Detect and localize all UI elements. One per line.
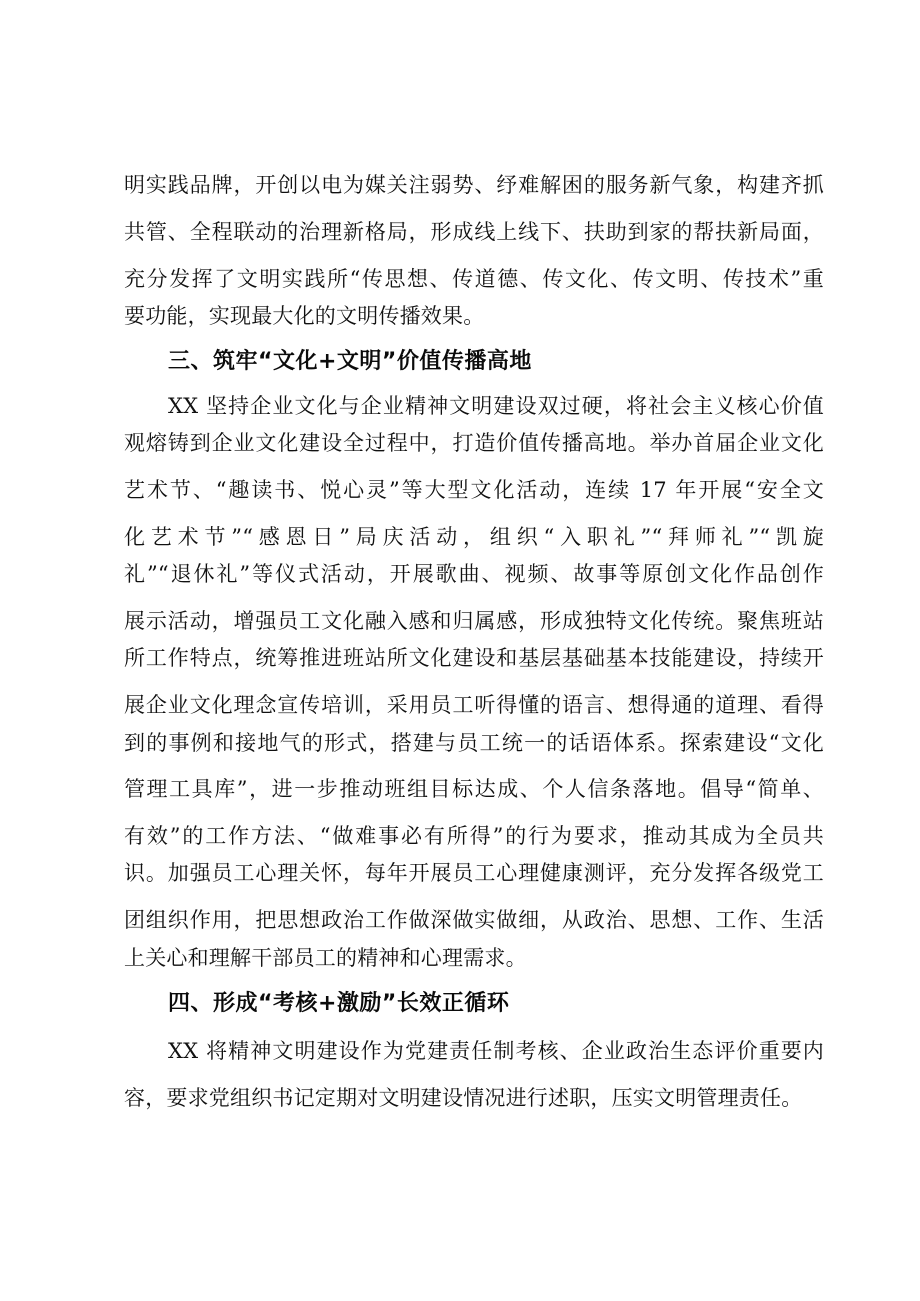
paragraph-line: 明实践品牌，开创以电为媒关注弱势、纾难解困的服务新气象，构建齐抓	[124, 173, 824, 197]
paragraph-line: 要功能，实现最大化的文明传播效果。	[124, 304, 485, 328]
paragraph-line: 化艺术节”“感恩日”局庆活动，组织“入职礼”“拜师礼”“凯旋	[124, 525, 824, 549]
section-heading-4: 四、形成“考核+激励”长效正循环	[168, 991, 510, 1016]
paragraph-line: 容，要求党组织书记定期对文明建设情况进行述职，压实文明管理责任。	[124, 1086, 803, 1110]
paragraph-line: 展示活动，增强员工文化融入感和归属感，形成独特文化传统。聚焦班站	[124, 609, 824, 633]
paragraph-line: 充分发挥了文明实践所“传思想、传道德、传文化、传文明、传技术”重	[124, 267, 824, 291]
paragraph-line: 所工作特点，统筹推进班站所文化建设和基层基础基本技能建设，持续开	[124, 646, 824, 670]
paragraph-line: 识。加强员工心理关怀，每年开展员工心理健康测评，充分发挥各级党工	[124, 861, 824, 885]
section-heading-3: 三、筑牢“文化+文明”价值传播高地	[168, 349, 532, 374]
paragraph-line: 有效”的工作方法、“做难事必有所得”的行为要求，推动其成为全员共	[124, 824, 824, 848]
paragraph-line: 上关心和理解干部员工的精神和心理需求。	[124, 946, 527, 970]
paragraph-line: 展企业文化理念宣传培训，采用员工听得懂的语言、想得通的道理、看得	[124, 693, 824, 717]
paragraph-line: 礼”“退休礼”等仪式活动，开展歌曲、视频、故事等原创文化作品创作	[124, 562, 824, 586]
paragraph-line: 艺术节、“趣读书、悦心灵”等大型文化活动，连续 17 年开展“安全文	[124, 478, 824, 502]
paragraph-line: XX 坚持企业文化与企业精神文明建设双过硬，将社会主义核心价值	[168, 394, 824, 418]
paragraph-line: XX 将精神文明建设作为党建责任制考核、企业政治生态评价重要内	[168, 1039, 824, 1063]
paragraph-line: 管理工具库”，进一步推动班组目标达成、个人信条落地。倡导“简单、	[124, 777, 824, 801]
paragraph-line: 团组织作用，把思想政治工作做深做实做细，从政治、思想、工作、生活	[124, 908, 824, 932]
paragraph-line: 到的事例和接地气的形式，搭建与员工统一的话语体系。探索建设“文化	[124, 731, 824, 755]
paragraph-line: 共管、全程联动的治理新格局，形成线上线下、扶助到家的帮扶新局面，	[124, 220, 824, 244]
paragraph-line: 观熔铸到企业文化建设全过程中，打造价值传播高地。举办首届企业文化	[124, 431, 824, 455]
